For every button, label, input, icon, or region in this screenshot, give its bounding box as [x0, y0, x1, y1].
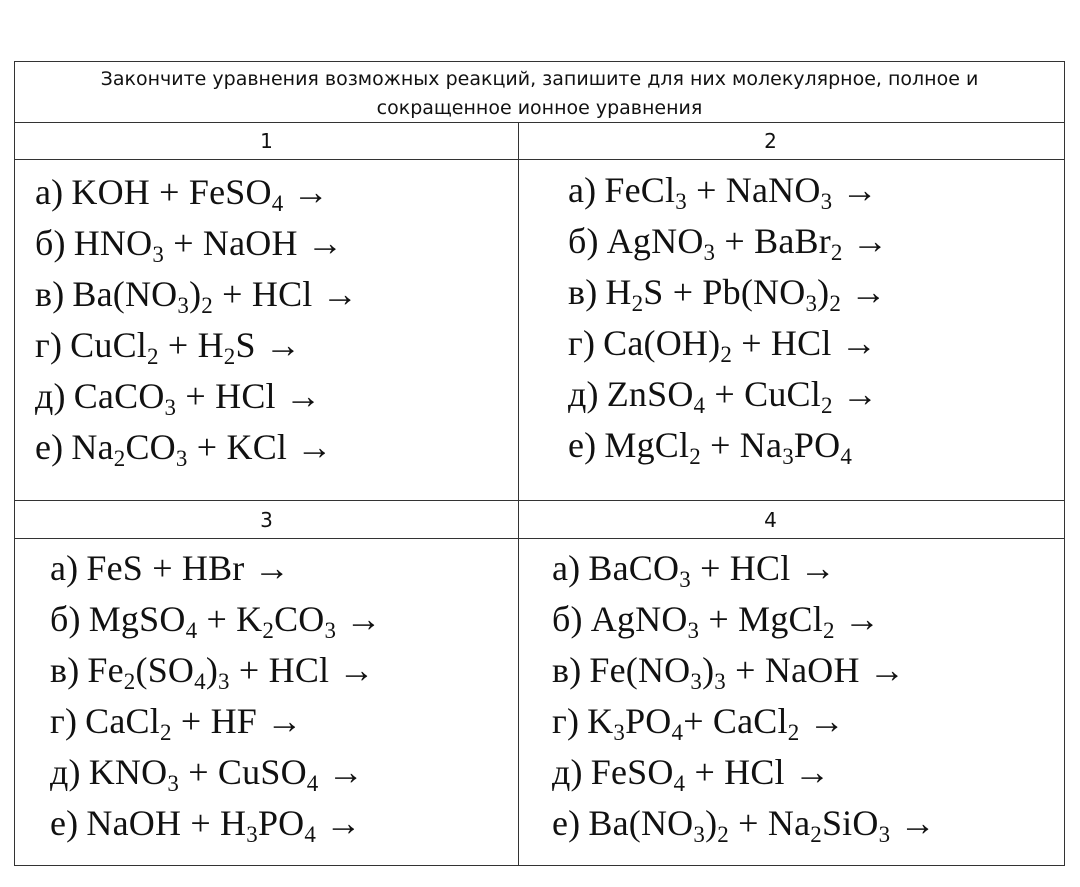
equation-label: б): [50, 599, 81, 639]
equation-item: [568, 272, 887, 316]
equation-item: [35, 172, 329, 216]
equation-formula: $Fe_2(SO_4)_3$ + HCl →: [87, 650, 375, 694]
equation-item: [552, 548, 836, 592]
equation-label: в): [568, 272, 598, 312]
equation-item: [50, 752, 364, 796]
equation-label: д): [50, 752, 81, 792]
equation-formula: $HNO_3$ + NaOH →: [73, 223, 344, 267]
equation-item: [50, 803, 362, 847]
equation-label: д): [568, 374, 599, 414]
equation-label: а): [552, 548, 581, 588]
equation-label: б): [35, 223, 66, 263]
equation-item: [35, 427, 333, 471]
equation-item: [552, 599, 881, 643]
equation-formula: NaOH + $H_3PO_4$ →: [86, 803, 362, 847]
equation-formula: FeSO$_4$ + HCl →: [590, 752, 831, 796]
equation-item: [50, 701, 303, 745]
equation-item: [552, 752, 831, 796]
equation-formula: CuCl$_2$ + $H_2S$ →: [70, 325, 302, 369]
equation-label: а): [35, 172, 64, 212]
worksheet-table: [14, 61, 1065, 866]
equation-formula: $Na_2CO_3$ + KCl →: [71, 427, 333, 471]
equation-item: [568, 374, 879, 418]
equation-formula: FeS + HBr →: [86, 548, 290, 588]
equation-label: е): [35, 427, 64, 467]
equation-formula: AgNO$_3$ + MgCl$_2$ →: [590, 599, 881, 643]
equation-item: [35, 274, 358, 318]
variant-number-3: 3: [260, 508, 273, 532]
equation-label: г): [35, 325, 63, 365]
equation-label: в): [50, 650, 80, 690]
equation-formula: AgNO$_3$ + BaBr$_2$ →: [606, 221, 889, 265]
equation-item: [35, 325, 302, 369]
equation-formula: $Ba(NO_3)_2$ + HCl →: [72, 274, 358, 318]
equation-item: [552, 701, 845, 745]
equation-label: д): [35, 376, 66, 416]
equation-label: е): [552, 803, 581, 843]
equation-formula: KOH + FeSO$_4$ →: [71, 172, 329, 216]
equation-formula: CaCl$_2$ + HF →: [85, 701, 303, 745]
variant-number-4: 4: [764, 508, 777, 532]
equation-formula: BaCO$_3$ + HCl →: [588, 548, 836, 592]
equation-formula: MgSO$_4$ + $K_2CO_3$ →: [88, 599, 382, 643]
equation-label: а): [568, 170, 597, 210]
equation-item: [568, 221, 889, 265]
equation-label: а): [50, 548, 79, 588]
equation-item: [35, 223, 344, 267]
variant-number-1: 1: [260, 129, 273, 153]
equation-formula: $Ba(NO_3)_2 + Na_2SiO_3$ →: [588, 803, 936, 847]
equation-item: [568, 323, 877, 367]
divider-column: [518, 122, 519, 865]
equation-item: [50, 599, 382, 643]
equation-label: г): [50, 701, 78, 741]
equation-label: б): [568, 221, 599, 261]
equation-item: [35, 376, 322, 420]
equation-label: г): [552, 701, 580, 741]
equation-item: [568, 425, 853, 469]
equation-formula: $Ca(OH)_2$ + HCl →: [603, 323, 877, 367]
equation-label: г): [568, 323, 596, 363]
equation-item: [568, 170, 878, 214]
equation-formula: $K_3PO_4+$ CaCl$_2$ →: [587, 701, 845, 745]
equation-label: б): [552, 599, 583, 639]
equation-formula: $Fe(NO_3)_3$ + NaOH →: [589, 650, 906, 694]
equation-item: [552, 803, 936, 847]
task-title: [15, 62, 1064, 122]
task-title-line-2: сокращенное ионное уравнения: [376, 97, 703, 119]
equation-formula: MgCl$_2$ + $Na_3PO_4$: [604, 425, 853, 469]
equation-label: е): [568, 425, 597, 465]
task-title-line-1: Закончите уравнения возможных реакций, запишите для них молекулярное, полное и: [100, 68, 979, 90]
equation-formula: CaCO$_3$ + HCl →: [73, 376, 322, 420]
equation-label: д): [552, 752, 583, 792]
equation-formula: $KNO_3$ + CuSO$_4$ →: [88, 752, 364, 796]
equation-item: [50, 548, 290, 588]
equation-label: в): [552, 650, 582, 690]
equation-item: [50, 650, 375, 694]
equation-label: е): [50, 803, 79, 843]
variant-number-2: 2: [764, 129, 777, 153]
equation-formula: ZnSO$_4$ + CuCl$_2$ →: [606, 374, 879, 418]
equation-formula: FeCl$_3$ + NaNO$_3$ →: [604, 170, 878, 214]
equation-item: [552, 650, 906, 694]
equation-label: в): [35, 274, 65, 314]
equation-formula: $H_2S + Pb(NO_3)_2$ →: [605, 272, 887, 316]
